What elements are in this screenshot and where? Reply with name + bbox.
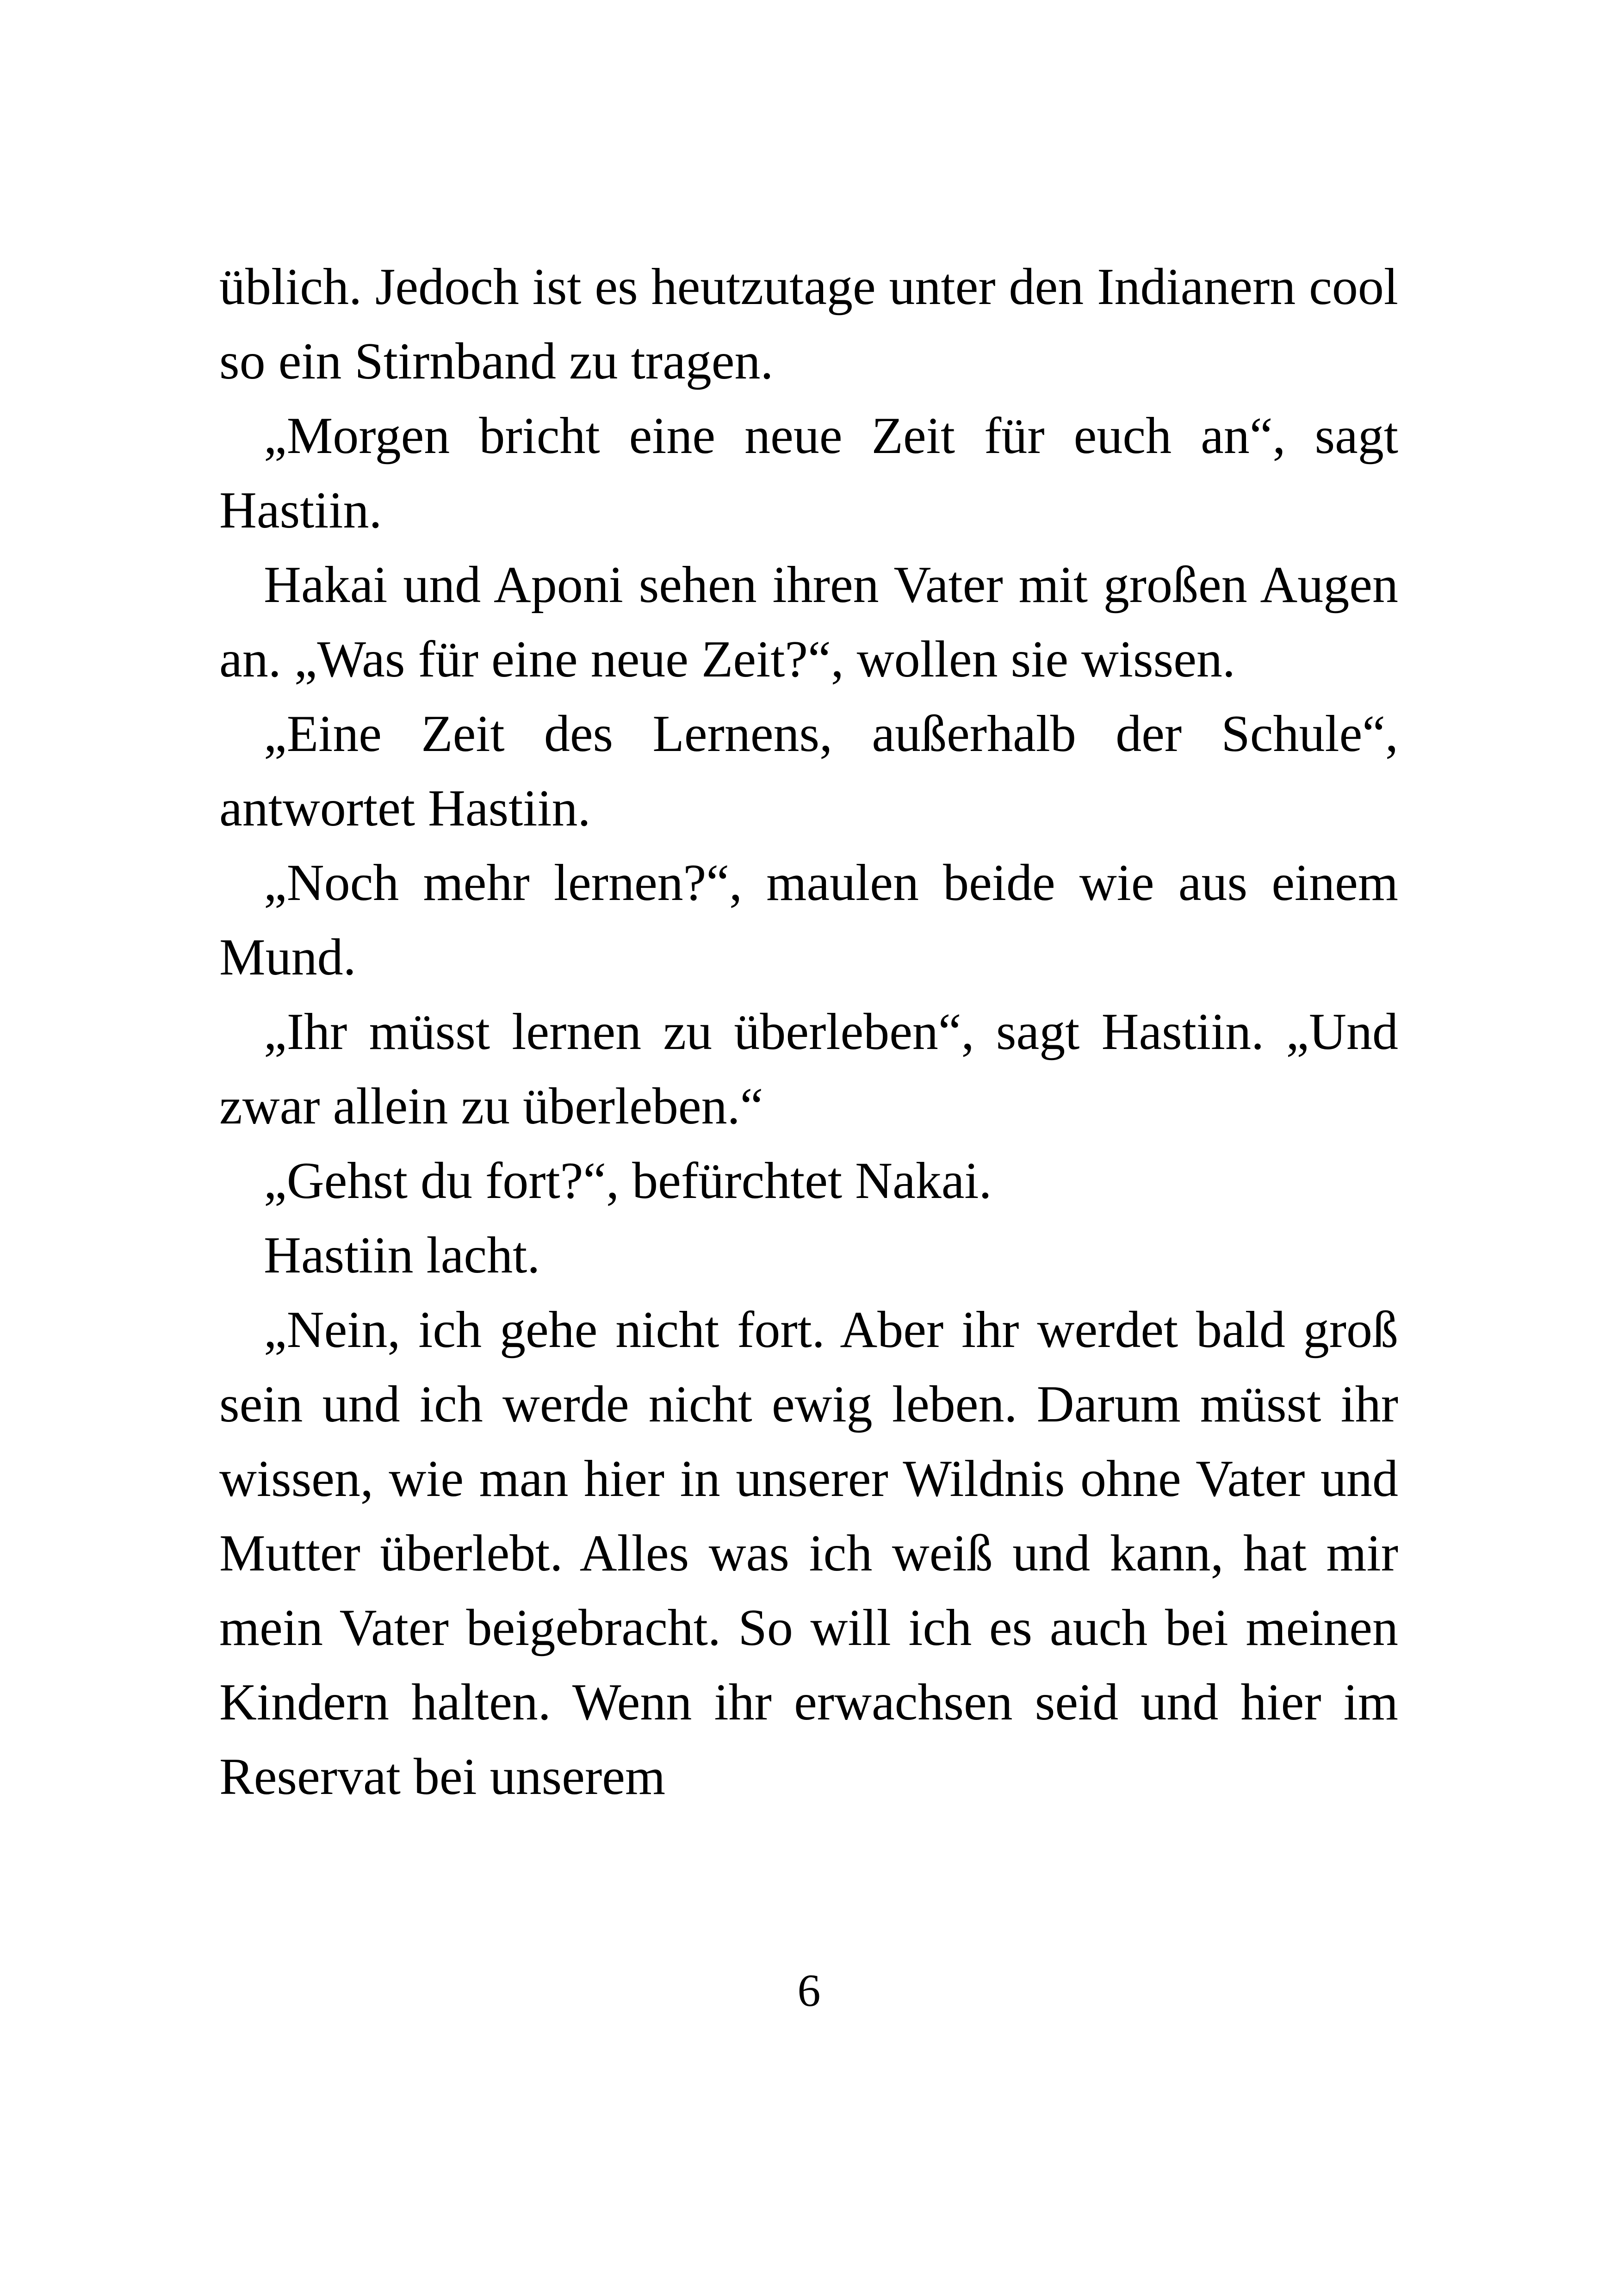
page-number: 6 — [797, 1965, 821, 2016]
paragraph-8: Hastiin lacht. — [264, 1227, 540, 1284]
paragraph-5: „Noch mehr lernen?“, maulen beide wie aus einem Mund. — [219, 854, 1398, 986]
paragraph-2: „Morgen bricht eine neue Zeit für euch an“, sagt Hastiin. — [219, 407, 1398, 539]
paragraph-7: „Gehst du fort?“, befürchtet Nakai. — [264, 1152, 992, 1210]
body-text — [219, 250, 1398, 1814]
paragraph-9: „Nein, ich gehe nicht fort. Aber ihr werdet bald groß sein und ich werde nicht ewig leben. Darum müsst ihr wissen, wie man hier in unserer Wildnis ohne Vater und Mutter überlebt. Alles was ich weiß und kann, hat mir mein Vater beigebracht. So will ich es auch bei meinen Kindern halten. Wenn ihr erwachsen seid und hier im Reservat bei unserem — [219, 1301, 1398, 1806]
paragraph-1: üblich. Jedoch ist es heutzutage unter den Indianern cool so ein Stirnband zu tragen. — [219, 258, 1398, 390]
paragraph-4: „Eine Zeit des Lernens, außerhalb der Schule“, antwortet Hastiin. — [219, 705, 1398, 837]
paragraph-3: Hakai und Aponi sehen ihren Vater mit großen Augen an. „Was für eine neue Zeit?“, wollen sie wissen. — [219, 556, 1398, 688]
paragraph-6: „Ihr müsst lernen zu überleben“, sagt Hastiin. „Und zwar allein zu überleben.“ — [219, 1003, 1398, 1135]
